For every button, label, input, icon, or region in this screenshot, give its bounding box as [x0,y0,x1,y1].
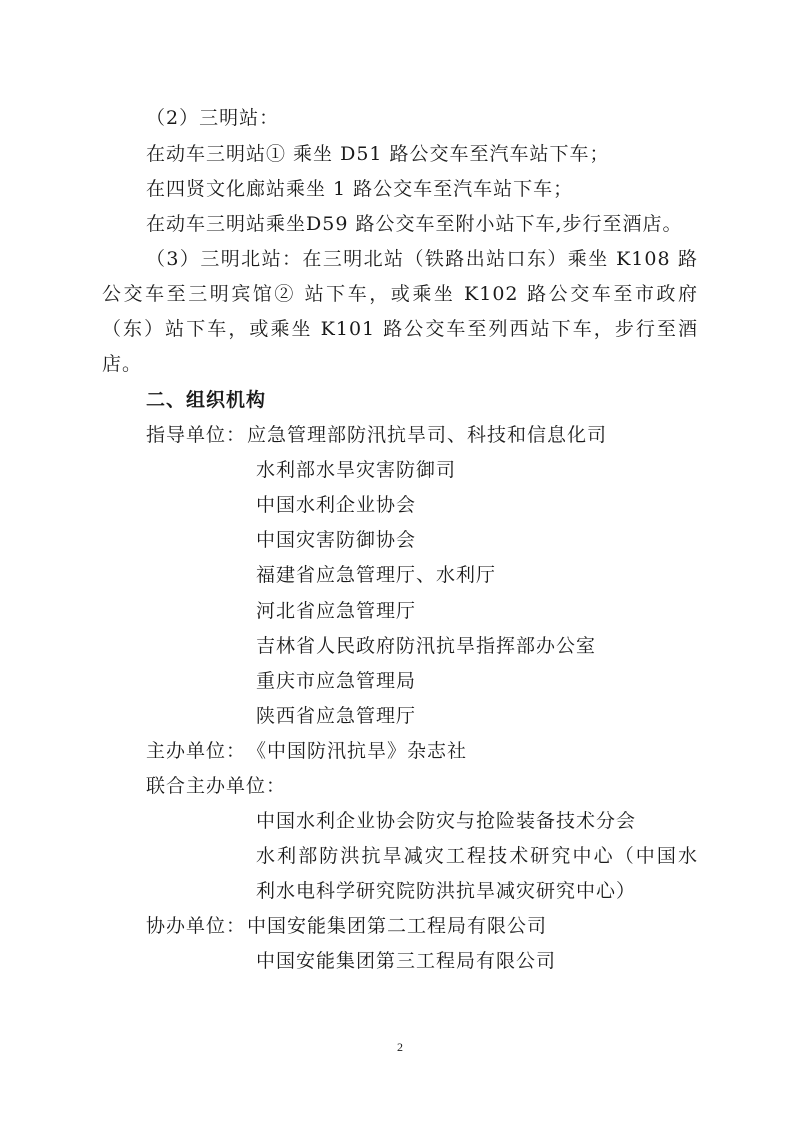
co-host-unit-1: 中国水利企业协会防灾与抢险装备技术分会 [256,810,637,832]
co-host-unit-2: 水利部防洪抗旱减灾工程技术研究中心（中国水 [256,845,698,867]
host-label: 主办单位： [146,740,247,762]
section-heading: 二、组织机构 [146,389,267,411]
sanming-station-line-1: 在动车三明站① 乘坐 D51 路公交车至汽车站下车； [146,143,610,165]
guiding-unit-6: 河北省应急管理厅 [256,600,417,622]
assisting-label: 协办单位： [146,915,247,937]
guiding-unit-8: 重庆市应急管理局 [256,670,417,692]
guiding-unit-4: 中国灾害防御协会 [256,529,417,551]
assisting-unit-1: 中国安能集团第二工程局有限公司 [247,915,548,937]
guiding-unit-7: 吉林省人民政府防汛抗旱指挥部办公室 [256,635,597,657]
sanming-north-line-2: 公交车至三明宾馆② 站下车，或乘坐 K102 路公交车至市政府 [102,283,698,305]
guiding-unit-5: 福建省应急管理厅、水利厅 [256,564,497,586]
sanming-north-line-4: 店。 [102,353,143,375]
sanming-station-line-2: 在四贤文化廊站乘坐 1 路公交车至汽车站下车； [146,178,574,200]
assisting-unit-2: 中国安能集团第三工程局有限公司 [256,950,557,972]
sanming-station-label: （2）三明站： [146,107,280,129]
page-number: 2 [397,1040,403,1054]
sanming-north-line-1: （3）三明北站：在三明北站（铁路出站口东）乘坐 K108 路 [146,248,698,270]
guiding-unit-1: 应急管理部防汛抗旱司、科技和信息化司 [247,424,608,446]
sanming-station-line-3: 在动车三明站乘坐D59 路公交车至附小站下车,步行至酒店。 [146,213,683,235]
guiding-unit-2: 水利部水旱灾害防御司 [256,459,457,481]
guiding-unit-3: 中国水利企业协会 [256,494,417,516]
co-host-label: 联合主办单位： [146,775,287,797]
co-host-unit-2-cont: 利水电科学研究院防洪抗旱减灾研究中心） [256,880,637,902]
host-unit: 《中国防汛抗旱》杂志社 [247,740,468,762]
guiding-units-label: 指导单位： [146,424,247,446]
guiding-unit-9: 陕西省应急管理厅 [256,705,417,727]
sanming-north-line-3: （东）站下车，或乘坐 K101 路公交车至列西站下车，步行至酒 [102,318,698,340]
